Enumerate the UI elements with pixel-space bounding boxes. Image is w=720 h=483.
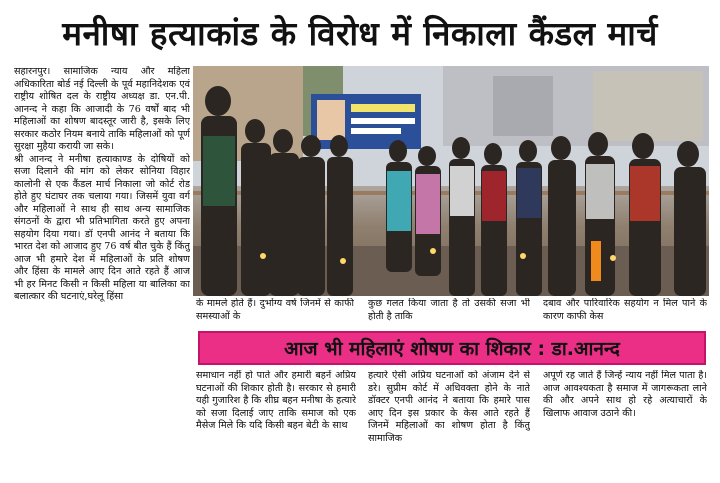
photo-caption-2: कुछ गलत किया जाता है तो उसकी सजा भी होती है ताकि bbox=[368, 298, 530, 322]
left-paragraph-2: श्री आनन्द ने मनीषा हत्याकाण्ड के दोषियों को सजा दिलाने की मांग को लेकर सोनिया विहार कालोनी से एक कैंडल मार्च निकाला जो कोर्ट रोड होते हुए घंटाघर तक चलाया गया। जिसमें युवा वर्ग और महिलाओं ने साथ ही साथ अन्य सामाजिक संगठनों के द्वारा भी प्रतिभागिता करते हुए अपना सहयोग दिया गया। डॉ एनपी आनंद ने बताया कि भारत देश को आजाद हुए 76 वर्ष बीत चुके हैं किंतु आज भी हमारे देश में महिलाओं के प्रति शोषण और हिंसा के मामले आए दिन आते रहते हैं आज भी हर मिनट किसी न किसी महिला या बालिका का बलात्कार की घटनाएं,घरेलू हिंसा bbox=[14, 153, 190, 302]
photo-caption-1: के मामले होते हैं। दुर्भाग्य वर्ष जिनमें से काफी समस्याओं के bbox=[196, 298, 354, 322]
body-column-3: अपूर्ण रह जाते हैं जिन्हें न्याय नहीं मिल पाता है। आज आवश्यकता है समाज में जागरूकता लाने की और अपने साथ हो रहे अत्याचारों के खिलाफ आवाज उठाने की। bbox=[543, 370, 707, 419]
photo-caption-3: दबाव और पारिवारिक सहयोग न मिल पाने के कारण काफी केस bbox=[543, 298, 707, 322]
candle-march-photo bbox=[193, 66, 709, 296]
body-column-2: हत्यारे ऐसी अप्रिय घटनाओं को अंजाम देने से डरे। सुप्रीम कोर्ट में अधिवक्ता होने के नाते डॉक्टर एनपी आनंद ने बताया कि हमारे पास आए दिन इस प्रकार के केस आते रहते हैं जिनमें महिलाओं का शोषण होता है किंतु सामाजिक bbox=[368, 370, 530, 444]
subheadline: आज भी महिलाएं शोषण का शिकार : डा.आनन्द bbox=[198, 331, 706, 365]
body-column-1: समाधान नहीं हो पाते और हमारी बहनें अप्रिय घटनाओं की शिकार होती है। सरकार से हमारी यही गुजारिश है कि शीघ्र बहन मनीषा के हत्यारे को सजा दिलाई जाए ताकि समाज को एक मैसेज मिले कि यदि किसी बहन बेटी के साथ bbox=[196, 370, 356, 431]
headline: मनीषा हत्याकांड के विरोध में निकाला कैंडल मार्च bbox=[62, 13, 658, 53]
left-column-text bbox=[14, 66, 190, 478]
news-photo bbox=[193, 66, 709, 296]
left-paragraph-1: सहारनपुर। सामाजिक न्याय और महिला अधिकारिता बोर्ड नई दिल्ली के पूर्व महानिदेशक एवं राष्ट्रीय शोषित दल के राष्ट्रीय अध्यक्ष डा. एन.पी. आनन्द ने कहा कि आजादी के 76 वर्षों बाद भी महिलाओं का शोषण बादस्तूर जारी है, इसके लिए सरकार कठोर नियम बनाये ताकि महिलाओं को पूर्ण सुरक्षा मुहैया करायी जा सके। bbox=[14, 66, 190, 152]
